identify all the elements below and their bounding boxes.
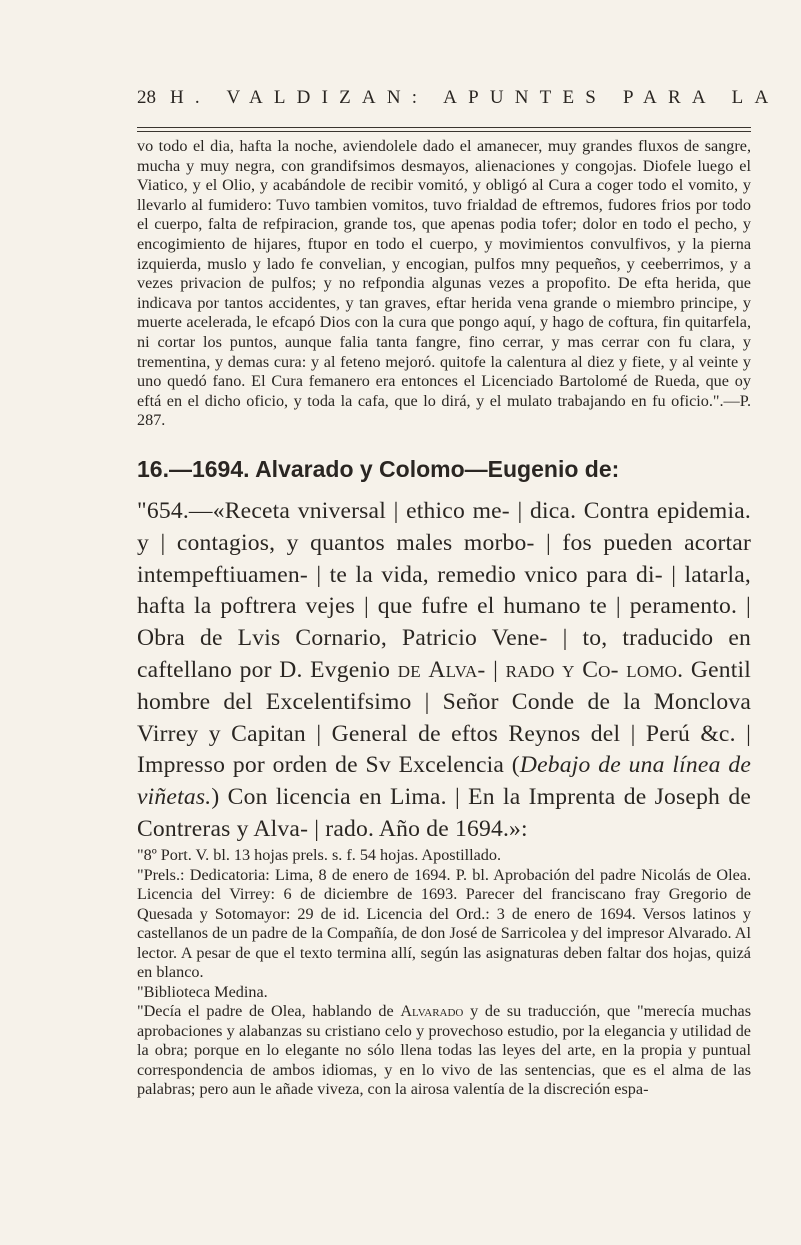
title-part-1: "654.—«Receta vniversal | ethico me- | dica. Contra epidemia. y | contagios, y quantos males morbo- | fos pueden acortar intempeftiuamen- | te la vida, remedio vnico para di- | latarla, hafta la poftrera vejes | que fufre el humano te | peramento. | Obra de Lvis Cornario, Patricio Vene- | to, traducido en caftellano por D. Evgenio xyxy=(137,498,751,683)
title-part-2: . Gentil hombre del Excelentifsimo | Señor Conde de la Monclova Virrey y Capitan | General de eftos Reynos del | Perú &c. | Impresso por orden de Sv Excelencia ( xyxy=(137,656,752,779)
note-library: "Biblioteca Medina. xyxy=(137,982,268,1001)
running-title: H. VALDIZAN: APUNTES PARA LA xyxy=(170,87,780,108)
bibliographic-notes xyxy=(137,846,751,1100)
running-header xyxy=(137,87,780,117)
note-preliminaries: "Prels.: Dedicatoria: Lima, 8 de enero de 1694. P. bl. Aprobación del padre Nicolás de Olea. Licencia del Virrey: 6 de diciembre de 1693. Parecer del franciscano fray Gregorio de Quesada y Sotomayor: 29 de id. Licencia del Ord.: 3 de enero de 1694. Versos latinos y castellanos de un padre de la Compañía, de don José de Sarricolea y del impresor Alvarado. Al lector. A pesar de que el texto termina allí, según las asignaturas deben faltar dos hojas, quizá en blanco. xyxy=(137,865,751,981)
quote-name: Alvarado xyxy=(400,1002,464,1020)
title-y: y xyxy=(562,656,575,683)
page-number: 28 xyxy=(137,87,156,108)
title-alva: Alva- xyxy=(428,656,486,683)
note-quote xyxy=(137,1002,751,1100)
title-italic-note: Debajo de una línea de viñetas. xyxy=(137,752,751,811)
entry-heading: 16.—1694. Alvarado y Colomo—Eugenio de: xyxy=(137,456,620,482)
title-de: de xyxy=(397,656,421,683)
title-colomo: Co- lomo xyxy=(582,656,678,683)
header-rule-thin xyxy=(137,131,751,132)
quote-start: "Decía el padre de Olea, hablando de xyxy=(137,1002,401,1020)
header-rule xyxy=(137,127,751,128)
continued-paragraph: vo todo el dia, hafta la noche, aviendolele dado el amanecer, muy grandes fluxos de sangre, mucha y muy negra, con grandifsimos desmayos, alienaciones y congojas. Diofele luego el Viatico, y el Olio, y acabándole de recibir vomitó, y obligó al Cura a coger todo el vomito, y llevarlo al fumidero: Tuvo tambien vomitos, tuvo frialdad de eftremos, fudores frios por todo el cuerpo, falta de refpiracion, grande tos, que apenas podia tofer; dolor en todo el pecho, y encogimiento de hijares, ftupor en todo el cuerpo, y movimientos convulfivos, y la pierna izquierda, muslo y lado fe convelian, y encogian, pulfos mny pequeños, y ceeberrimos, y a vezes privacion de pulfos; y no refpondia algunas vezes a propofito. De efta herida, que indicava por tantos accidentes, y tan graves, eftar herida vena grande o miembro principe, y muerte acelerada, le efcapó Dios con la cura que pongo aquí, y hago de coftura, fin quitarfela, ni cortar los puntos, aunque falia tanta fangre, fino cerrar, y mas cerrar con fu clara, y trementina, y demas cura: y al feteno mejoró. quitofe la calentura al diez y fiete, y al veinte y uno quedó fano. El Cura femanero era entonces el Licenciado Bartolomé de Rueda, que oy eftá en el dicho oficio, y toda la cafa, que lo dirá, y el mulato trabajando en fu oficio.".—P. 287. xyxy=(137,137,751,430)
title-rado: | rado xyxy=(493,656,555,683)
title-transcription xyxy=(137,496,751,846)
quote-rest: y de su traducción, que "merecía muchas aprobaciones y alabanzas su cristiano celo y provechoso estudio, por la elegancia y utilidad de la obra; porque en lo elegante no sólo llena todas las leyes del arte, en la propia y puntual correspondencia de ambos idiomas, y en lo vivo de las sentencias, que es el alma de las palabras; pero aun le añade viveza, con la airosa valentía de la discreción espa- xyxy=(137,1002,751,1098)
note-collation: "8º Port. V. bl. 13 hojas prels. s. f. 54 hojas. Apostillado. xyxy=(137,846,502,864)
title-part-3: ) Con licencia en Lima. | En la Imprenta de Joseph de Contreras y Alva- | rado. Año de 1694.»: xyxy=(137,784,751,842)
